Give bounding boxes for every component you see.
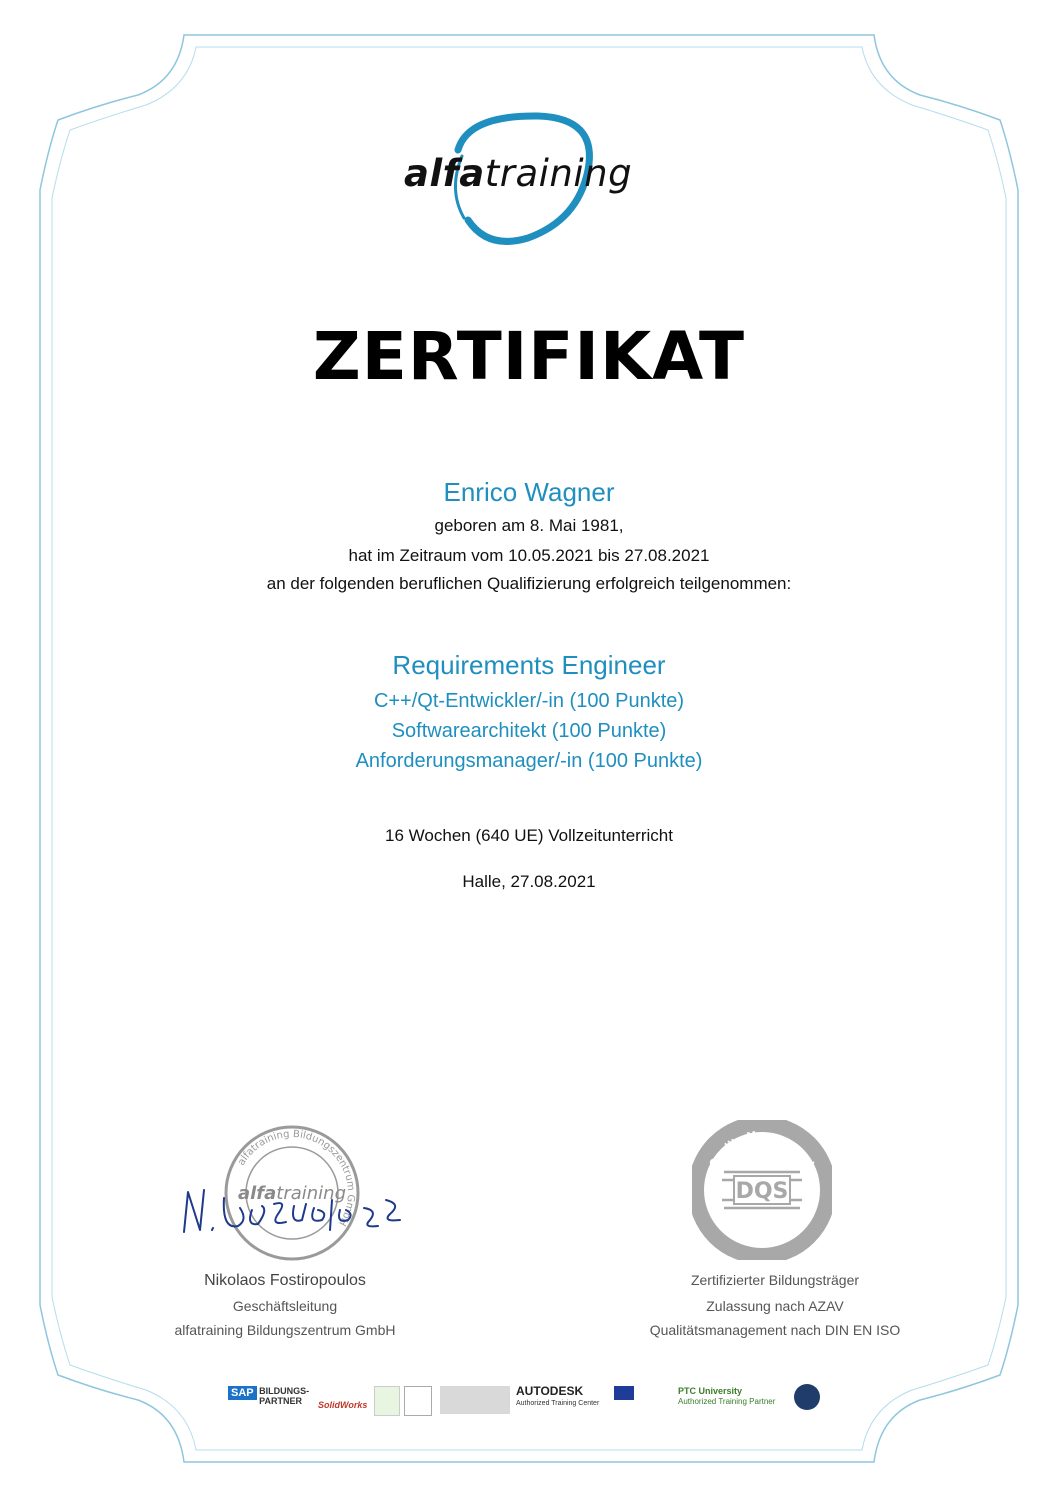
signatory-organization: alfatraining Bildungszentrum GmbH: [174, 1322, 396, 1338]
signatory-name: Nikolaos Fostiropoulos: [204, 1272, 366, 1289]
partner-logos: [228, 1386, 828, 1416]
certification-line: Qualitätsmanagement nach DIN EN ISO: [649, 1322, 901, 1338]
solidworks-logo: SolidWorks: [318, 1400, 368, 1410]
duration-line: 16 Wochen (640 UE) Vollzeitunterricht: [385, 826, 673, 845]
course-module: Anforderungsmanager/-in (100 Punkte): [355, 750, 703, 772]
sap-partner-logo: SAP BILDUNGS- PARTNER: [228, 1386, 310, 1414]
certification-line: Zulassung nach AZAV: [706, 1298, 844, 1314]
partner-badge-icon: [440, 1386, 510, 1414]
course-title: Requirements Engineer: [392, 650, 666, 680]
partner-badge-icon: [404, 1386, 432, 1416]
alfatraining-logo: [398, 110, 633, 250]
recipient-name: Enrico Wagner: [443, 477, 615, 507]
svg-text:alfatraining: alfatraining: [237, 1183, 347, 1204]
statement-line: an der folgenden beruflichen Qualifizierung erfolgreich teilgenommen:: [266, 574, 792, 593]
birth-date-line: geboren am 8. Mai 1981,: [434, 516, 624, 535]
eu-flag-icon: [614, 1386, 634, 1400]
signatory-block: [150, 1270, 420, 1350]
certificate-title: ZERTIFIKAT: [312, 318, 746, 395]
seal-bottom-text: ISO 9001:2015: [723, 1221, 801, 1248]
seal-center-text: DQS: [735, 1179, 789, 1204]
certification-line: Zertifizierter Bildungsträger: [690, 1272, 860, 1288]
autodesk-logo: AUTODESK Authorized Training Center: [516, 1384, 600, 1407]
handwritten-signature: [178, 1180, 408, 1240]
period-line: hat im Zeitraum vom 10.05.2021 bis 27.08.2021: [348, 546, 710, 565]
seal-badge-icon: [794, 1384, 820, 1410]
certification-block: [630, 1270, 920, 1350]
logo-wordmark: alfatraining: [404, 152, 633, 195]
place-date-line: Halle, 27.08.2021: [462, 872, 596, 891]
partner-badge-icon: [638, 1386, 674, 1414]
stamp-ring-text: alfatraining Bildungszentrum GmbH: [236, 1128, 357, 1228]
partner-badge-icon: [374, 1386, 400, 1416]
svg-text:N. Fostiropoulos: N. Fostiropoulos: [178, 1180, 186, 1181]
signatory-role: Geschäftsleitung: [232, 1298, 338, 1314]
seal-top-text: Quality Management: [707, 1129, 817, 1170]
dqs-quality-seal: [692, 1120, 832, 1260]
course-module: Softwarearchitekt (100 Punkte): [391, 720, 667, 742]
ptc-university-logo: PTC University Authorized Training Partner: [678, 1386, 776, 1406]
course-module: C++/Qt-Entwickler/-in (100 Punkte): [373, 690, 685, 712]
